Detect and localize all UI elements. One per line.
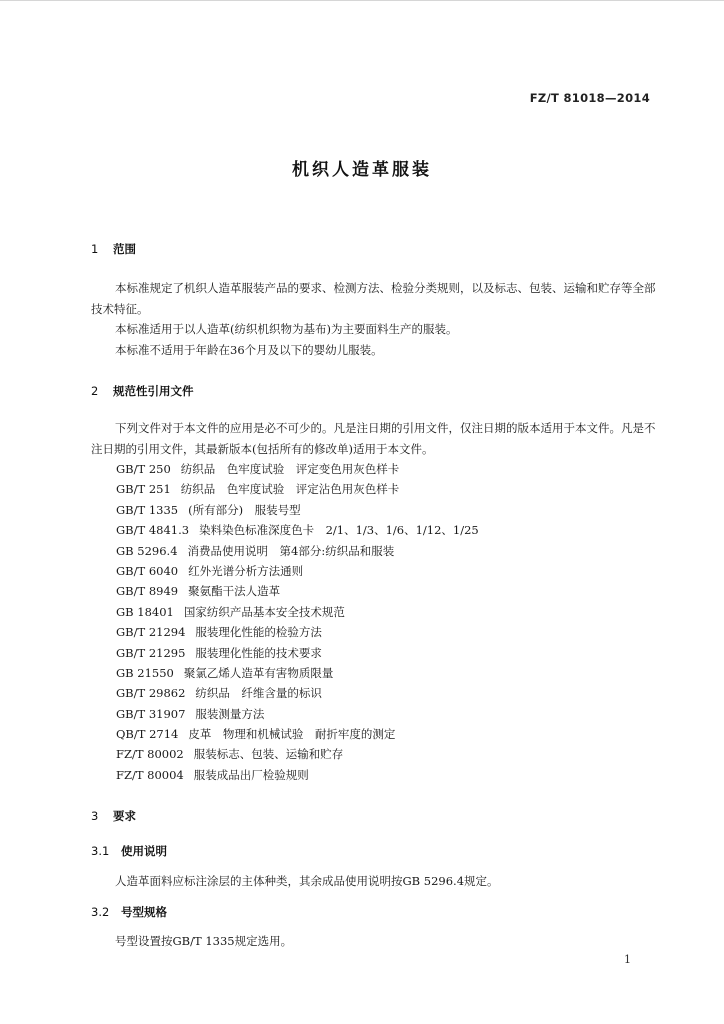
- section-2-intro: [91, 418, 658, 459]
- reference-title: 皮革 物理和机械试验 耐折牢度的测定: [188, 727, 396, 742]
- reference-item: [116, 520, 479, 540]
- reference-item: [116, 581, 479, 601]
- section-title: 规范性引用文件: [113, 384, 194, 398]
- reference-title: (所有部分) 服装号型: [188, 502, 301, 517]
- reference-item: [116, 561, 479, 581]
- reference-title: 服装测量方法: [195, 706, 265, 721]
- page-number: 1: [624, 953, 631, 966]
- reference-item: [116, 459, 479, 479]
- section-number: 2: [91, 384, 99, 398]
- reference-title: 国家纺织产品基本安全技术规范: [183, 604, 345, 619]
- reference-title: 聚氯乙烯人造革有害物质限量: [183, 665, 334, 680]
- reference-code: GB/T 6040: [116, 563, 179, 578]
- subsection-3-2-heading: [91, 904, 167, 920]
- normative-references-list: [116, 459, 479, 785]
- reference-item: [116, 622, 479, 642]
- reference-code: GB/T 251: [116, 482, 171, 497]
- reference-title: 纺织品 纤维含量的标识: [195, 686, 322, 701]
- reference-code: FZ/T 80002: [116, 747, 184, 762]
- subsection-3-2-body: [91, 931, 658, 952]
- reference-code: GB 21550: [116, 665, 174, 680]
- reference-title: 红外光谱分析方法通则: [188, 563, 304, 578]
- reference-item: [116, 683, 479, 703]
- reference-title: 聚氨酯干法人造革: [188, 584, 281, 599]
- section-title: 范围: [113, 242, 136, 256]
- top-border: [0, 0, 724, 1]
- page-title: 机织人造革服装: [292, 160, 432, 180]
- reference-title: 纺织品 色牢度试验 评定变色用灰色样卡: [180, 462, 400, 476]
- section-3-heading: [91, 808, 136, 824]
- reference-item: [116, 541, 479, 561]
- section-1-heading: [91, 241, 136, 257]
- reference-item: [116, 500, 479, 520]
- reference-item: [116, 704, 479, 724]
- reference-code: GB 18401: [116, 604, 174, 619]
- reference-code: GB/T 29862: [116, 686, 186, 701]
- reference-item: [116, 724, 479, 744]
- reference-code: GB 5296.4: [116, 543, 178, 558]
- reference-code: FZ/T 80004: [116, 767, 184, 782]
- subsection-3-1-body: [91, 871, 658, 892]
- paragraph: 本标准适用于以人造革(纺织机织物为基布)为主要面料生产的服装。: [115, 322, 458, 336]
- reference-title: 纺织品 色牢度试验 评定沾色用灰色样卡: [180, 482, 400, 497]
- section-number: 1: [91, 242, 99, 256]
- reference-code: GB/T 21295: [116, 645, 186, 660]
- subsection-title: 号型规格: [121, 905, 167, 919]
- section-1-body: [91, 278, 658, 360]
- subsection-title: 使用说明: [121, 844, 167, 858]
- reference-title: 染料染色标准深度色卡 2/1、1/3、1/6、1/12、1/25: [199, 523, 479, 538]
- reference-item: [116, 479, 479, 499]
- reference-code: QB/T 2714: [116, 727, 179, 742]
- reference-title: 服装标志、包装、运输和贮存: [193, 747, 344, 762]
- reference-code: GB/T 31907: [116, 706, 186, 721]
- reference-item: [116, 765, 479, 785]
- subsection-number: 3.1: [91, 844, 110, 858]
- paragraph: 号型设置按GB/T 1335规定选用。: [115, 934, 293, 948]
- reference-item: [116, 602, 479, 622]
- section-number: 3: [91, 809, 99, 823]
- reference-code: GB/T 1335: [116, 502, 179, 517]
- paragraph: 本标准不适用于年龄在36个月及以下的婴幼儿服装。: [115, 342, 383, 357]
- reference-code: GB/T 250: [116, 462, 171, 476]
- section-title: 要求: [113, 809, 136, 823]
- reference-title: 消费品使用说明 第4部分:纺织品和服装: [187, 543, 395, 558]
- reference-item: [116, 663, 479, 683]
- paragraph: 下列文件对于本文件的应用是必不可少的。凡是注日期的引用文件，仅注日期的版本适用于本文件。凡是不注日期的引用文件，其最新版本(包括所有的修改单)适用于本文件。: [91, 421, 656, 456]
- subsection-3-1-heading: [91, 843, 167, 859]
- reference-title: 服装理化性能的技术要求: [195, 645, 322, 660]
- reference-title: 服装成品出厂检验规则: [193, 767, 309, 782]
- reference-title: 服装理化性能的检验方法: [195, 625, 322, 640]
- reference-code: GB/T 4841.3: [116, 523, 190, 538]
- paragraph: 人造革面料应标注涂层的主体种类，其余成品使用说明按GB 5296.4规定。: [115, 874, 499, 888]
- subsection-number: 3.2: [91, 905, 110, 919]
- reference-code: GB/T 21294: [116, 625, 186, 640]
- section-2-heading: [91, 383, 194, 399]
- standard-code: FZ/T 81018—2014: [529, 91, 650, 105]
- paragraph: 本标准规定了机织人造革服装产品的要求、检测方法、检验分类规则，以及标志、包装、运输和贮存等全部技术特征。: [91, 281, 656, 316]
- reference-item: [116, 643, 479, 663]
- reference-code: GB/T 8949: [116, 584, 179, 599]
- reference-item: [116, 744, 479, 764]
